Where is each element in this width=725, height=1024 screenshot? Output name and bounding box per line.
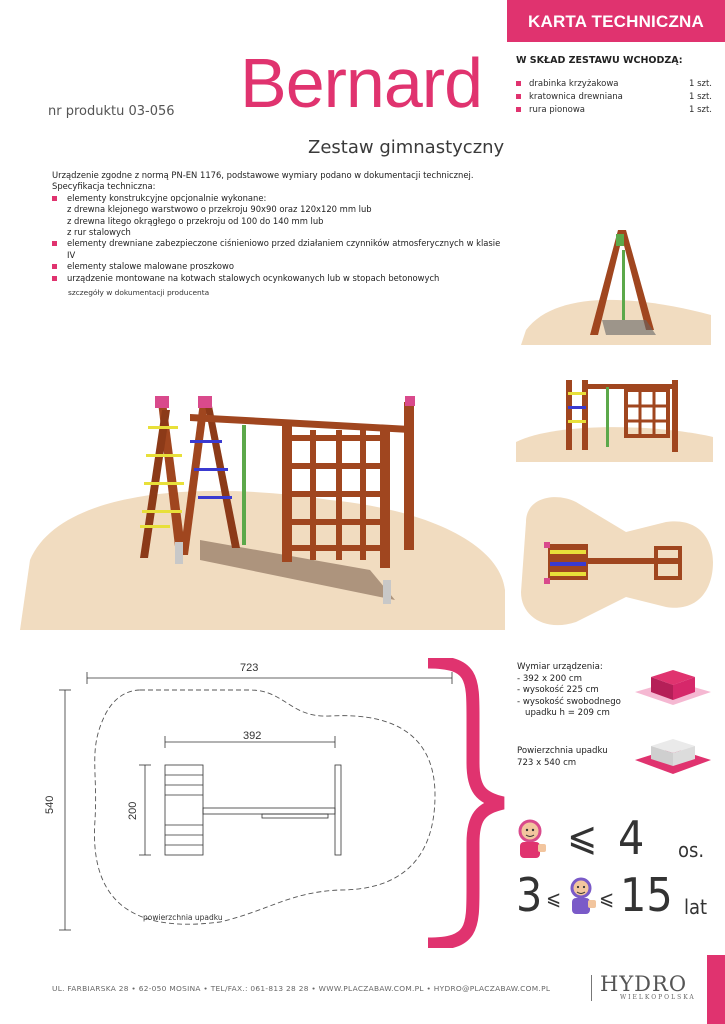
fall-area: Powierzchnia upadku 723 x 540 cm [517,746,608,768]
karta-techniczna-banner: KARTA TECHNICZNA [507,0,725,42]
inner-width-label: 392 [243,730,262,742]
bullet-icon [516,94,521,99]
technical-specification: Urządzenie zgodne z normą PN-EN 1176, podstawowe wymiary podano w dokumentacji technicznej. Specyfikacja techniczna: elementy konstrukcyjne opcjonalnie wykonane: z drewna klejonego warstwowo o przekroju 90x90 oraz 120x120 mm lub z drewna litego okrągłego o przekroju od 100 do 140 mm lub z rur stalowych elementy drewniane zabezpieczone ciśnieniowo przed działaniem czynników atmosferycznych w klasie IV elementy stalowe malowane proszkowo urządzenie montowane na kotwach stalowych ocynkowanych lub w stopach betonowych [52,170,501,283]
producer-note: szczegóły w dokumentacji producenta [68,288,210,297]
bullet-icon [52,264,57,269]
bullet-icon [52,276,57,281]
fall-area-label: powierzchnia upadku [143,913,223,922]
fall-area-icon [633,738,713,778]
device-dimensions: Wymiar urządzenia: - 392 x 200 cm - wysokość 225 cm - wysokość swobodnego upadku h = 209 cm [517,662,621,718]
max-age: 15 [620,868,673,922]
min-age: 3 [516,868,543,922]
max-users: 4 [618,811,645,865]
vertical-pole [242,425,246,545]
thumbnail-front [516,210,713,345]
users-unit: os. [678,838,705,862]
set-contents-list [516,77,712,116]
list-item: rura pionowa 1 szt. [516,103,712,116]
product-title: Bernard [240,44,483,122]
bullet-icon [516,107,521,112]
product-subtitle: Zestaw gimnastyczny [308,137,505,158]
list-item: elementy konstrukcyjne opcjonalnie wykonane: [52,193,502,204]
hydro-logo: HYDRO [600,972,688,996]
list-item: drabinka krzyżakowa 1 szt. [516,77,712,90]
thumbnail-side [516,362,713,462]
hydro-logo-sub: WIELKOPOLSKA [620,994,696,1001]
less-equal-icon: ⩽ [546,886,562,910]
accent-bar [707,955,725,1024]
plan-drawing [40,660,460,945]
thumbnail-top [516,492,713,632]
top-beam [190,414,410,433]
inner-height-label: 200 [127,801,139,820]
main-illustration [0,330,510,640]
list-item: elementy drewniane zabezpieczone ciśnieniowo przed działaniem czynników atmosferycznych w klasie IV [52,238,502,261]
less-equal-icon: ⩽ [599,886,615,910]
footer-contact: UL. FARBIARSKA 28 • 62-050 MOSINA • TEL/FAX.: 061-813 28 28 • WWW.PLACZABAW.COM.PL • HYDRO@PLACZABAW.COM.PL [52,984,551,993]
list-item: urządzenie montowane na kotwach stalowych ocynkowanych lub w stopach betonowych [52,273,502,284]
bullet-icon [52,196,57,201]
brace-icon [418,658,508,948]
age-unit: lat [684,895,708,919]
bullet-icon [516,81,521,86]
outer-width-label: 723 [240,662,259,674]
child-icon [516,818,548,862]
logo-divider [591,975,592,1001]
list-item: kratownica drewniana 1 szt. [516,90,712,103]
device-box-icon [633,667,713,717]
child-icon [568,876,598,918]
less-equal-icon: ⩽ [567,814,598,860]
set-contents-heading: W SKŁAD ZESTAWU WCHODZĄ: [516,55,683,66]
bullet-icon [52,241,57,246]
product-number: nr produktu 03-056 [48,104,175,119]
outer-height-label: 540 [44,795,56,814]
list-item: elementy stalowe malowane proszkowo [52,261,502,272]
